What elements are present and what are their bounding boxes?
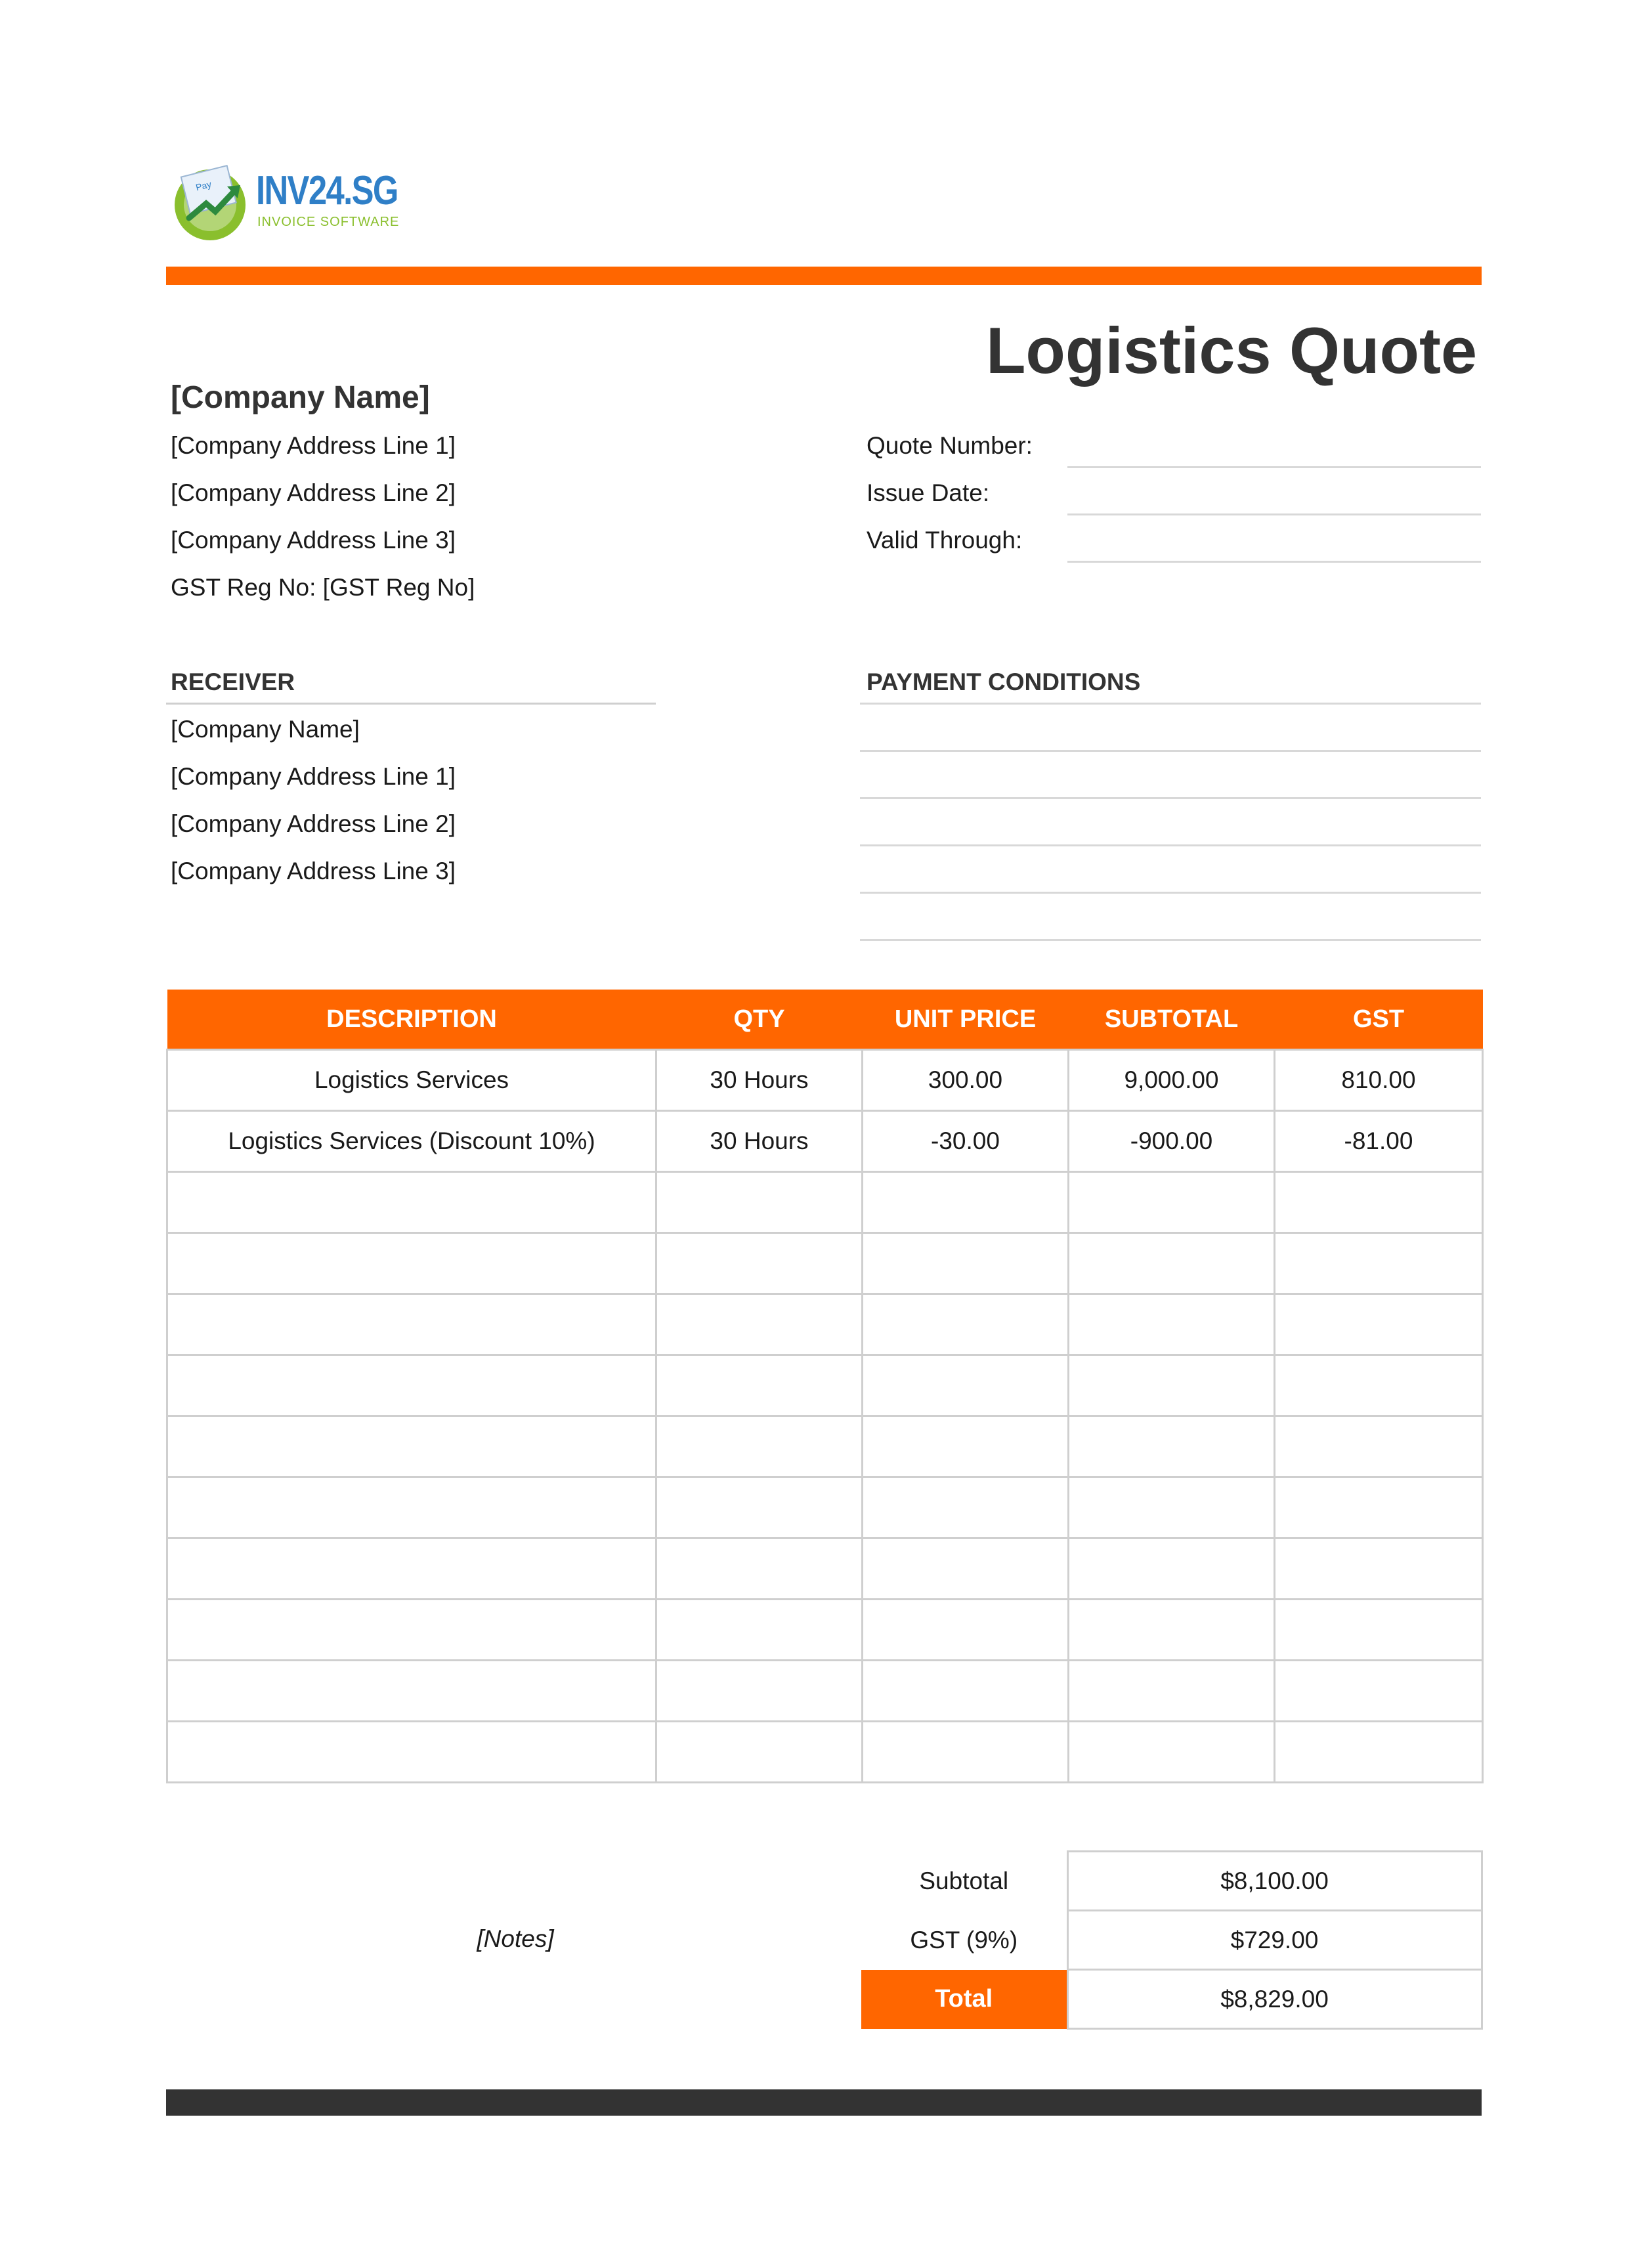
receiver-heading: RECEIVER (171, 668, 295, 695)
logo-badge-text: Pay (194, 179, 213, 193)
cell-qty[interactable] (656, 1355, 863, 1416)
cell-gst[interactable] (1275, 1355, 1483, 1416)
cell-gst[interactable] (1275, 1661, 1483, 1722)
cell-qty[interactable]: 30 Hours (656, 1050, 863, 1111)
cell-unit-price[interactable] (863, 1355, 1069, 1416)
table-row (167, 1233, 1483, 1294)
cell-description[interactable] (167, 1600, 656, 1661)
column-header-unit-price: UNIT PRICE (863, 990, 1069, 1050)
gst-row (861, 1911, 1482, 1970)
payment-condition-line[interactable] (860, 750, 1481, 752)
cell-qty[interactable]: 30 Hours (656, 1111, 863, 1172)
logo-icon (169, 158, 255, 243)
cell-gst[interactable] (1275, 1416, 1483, 1477)
table-row (167, 1050, 1483, 1111)
receiver-address-line-1: [Company Address Line 1] (171, 763, 456, 790)
column-header-qty: QTY (656, 990, 863, 1050)
cell-subtotal[interactable] (1069, 1538, 1275, 1600)
sender-address-line-1: [Company Address Line 1] (171, 432, 456, 459)
cell-unit-price[interactable] (863, 1294, 1069, 1355)
cell-gst[interactable] (1275, 1722, 1483, 1783)
column-header-gst: GST (1275, 990, 1483, 1050)
cell-description[interactable] (167, 1477, 656, 1538)
valid-through-label: Valid Through: (867, 527, 1023, 554)
quote-number-label: Quote Number: (867, 432, 1033, 459)
table-row (167, 1600, 1483, 1661)
gst-label: GST (9%) (910, 1926, 1018, 1953)
payment-heading-divider (860, 703, 1481, 705)
cell-qty[interactable] (656, 1600, 863, 1661)
cell-description[interactable] (167, 1538, 656, 1600)
cell-gst[interactable] (1275, 1294, 1483, 1355)
table-row (167, 1538, 1483, 1600)
cell-gst[interactable] (1275, 1600, 1483, 1661)
cell-description[interactable] (167, 1294, 656, 1355)
notes-text: [Notes] (477, 1925, 554, 1952)
cell-description[interactable]: Logistics Services (167, 1050, 656, 1111)
totals-table (861, 1850, 1483, 2030)
cell-subtotal[interactable] (1069, 1294, 1275, 1355)
cell-qty[interactable] (656, 1538, 863, 1600)
cell-unit-price[interactable] (863, 1172, 1069, 1233)
table-row (167, 1416, 1483, 1477)
cell-gst[interactable] (1275, 1538, 1483, 1600)
cell-unit-price[interactable] (863, 1477, 1069, 1538)
receiver-divider (166, 703, 656, 705)
cell-unit-price[interactable] (863, 1233, 1069, 1294)
payment-conditions-heading: PAYMENT CONDITIONS (867, 668, 1141, 695)
table-row (167, 1661, 1483, 1722)
cell-unit-price[interactable] (863, 1722, 1069, 1783)
cell-description[interactable] (167, 1355, 656, 1416)
cell-qty[interactable] (656, 1233, 863, 1294)
payment-condition-line[interactable] (860, 844, 1481, 846)
cell-unit-price[interactable] (863, 1538, 1069, 1600)
valid-through-field[interactable] (1067, 561, 1481, 563)
subtotal-value: $8,100.00 (1067, 1852, 1482, 1911)
cell-qty[interactable] (656, 1722, 863, 1783)
cell-description[interactable] (167, 1416, 656, 1477)
column-header-subtotal: SUBTOTAL (1069, 990, 1275, 1050)
sender-gst-reg: GST Reg No: [GST Reg No] (171, 574, 475, 601)
payment-condition-line[interactable] (860, 892, 1481, 894)
cell-qty[interactable] (656, 1661, 863, 1722)
gst-value: $729.00 (1067, 1911, 1482, 1970)
cell-subtotal[interactable]: 9,000.00 (1069, 1050, 1275, 1111)
cell-qty[interactable] (656, 1172, 863, 1233)
cell-qty[interactable] (656, 1294, 863, 1355)
column-header-description: DESCRIPTION (167, 990, 656, 1050)
cell-description[interactable] (167, 1722, 656, 1783)
cell-gst[interactable]: 810.00 (1275, 1050, 1483, 1111)
subtotal-label: Subtotal (919, 1867, 1009, 1894)
cell-subtotal[interactable]: -900.00 (1069, 1111, 1275, 1172)
cell-unit-price[interactable]: -30.00 (863, 1111, 1069, 1172)
total-value: $8,829.00 (1067, 1970, 1482, 2029)
issue-date-field[interactable] (1067, 513, 1481, 515)
table-row (167, 1355, 1483, 1416)
table-row (167, 1172, 1483, 1233)
sender-address-line-3: [Company Address Line 3] (171, 527, 456, 554)
table-row (167, 1722, 1483, 1783)
total-label: Total (861, 1970, 1067, 2029)
table-header-row (167, 990, 1483, 1050)
cell-subtotal[interactable] (1069, 1172, 1275, 1233)
cell-qty[interactable] (656, 1416, 863, 1477)
receiver-address-line-2: [Company Address Line 2] (171, 810, 456, 837)
table-row (167, 1294, 1483, 1355)
header-accent-bar (166, 267, 1482, 285)
issue-date-label: Issue Date: (867, 479, 990, 506)
total-row (861, 1970, 1482, 2029)
cell-unit-price[interactable] (863, 1661, 1069, 1722)
payment-condition-line[interactable] (860, 939, 1481, 941)
line-items-table (166, 990, 1484, 1783)
quote-number-field[interactable] (1067, 466, 1481, 468)
cell-gst[interactable] (1275, 1233, 1483, 1294)
cell-description[interactable] (167, 1233, 656, 1294)
cell-subtotal[interactable] (1069, 1477, 1275, 1538)
cell-gst[interactable]: -81.00 (1275, 1111, 1483, 1172)
table-row (167, 1111, 1483, 1172)
sender-company-name: [Company Name] (171, 380, 430, 415)
cell-subtotal[interactable] (1069, 1600, 1275, 1661)
payment-condition-line[interactable] (860, 797, 1481, 799)
cell-unit-price[interactable] (863, 1416, 1069, 1477)
footer-bar (166, 2089, 1482, 2116)
logo-brand: INV24.SG (256, 168, 398, 213)
receiver-address-line-3: [Company Address Line 3] (171, 858, 456, 884)
cell-subtotal[interactable] (1069, 1355, 1275, 1416)
cell-description[interactable]: Logistics Services (Discount 10%) (167, 1111, 656, 1172)
sender-address-line-2: [Company Address Line 2] (171, 479, 456, 506)
document-title: Logistics Quote (985, 314, 1477, 387)
cell-unit-price[interactable] (863, 1600, 1069, 1661)
cell-gst[interactable] (1275, 1172, 1483, 1233)
cell-subtotal[interactable] (1069, 1233, 1275, 1294)
cell-description[interactable] (167, 1172, 656, 1233)
subtotal-row (861, 1852, 1482, 1911)
cell-subtotal[interactable] (1069, 1416, 1275, 1477)
cell-unit-price[interactable]: 300.00 (863, 1050, 1069, 1111)
cell-gst[interactable] (1275, 1477, 1483, 1538)
cell-subtotal[interactable] (1069, 1722, 1275, 1783)
table-row (167, 1477, 1483, 1538)
cell-qty[interactable] (656, 1477, 863, 1538)
cell-description[interactable] (167, 1661, 656, 1722)
receiver-company-name: [Company Name] (171, 716, 360, 743)
cell-subtotal[interactable] (1069, 1661, 1275, 1722)
logo-tagline: INVOICE SOFTWARE (257, 215, 400, 229)
